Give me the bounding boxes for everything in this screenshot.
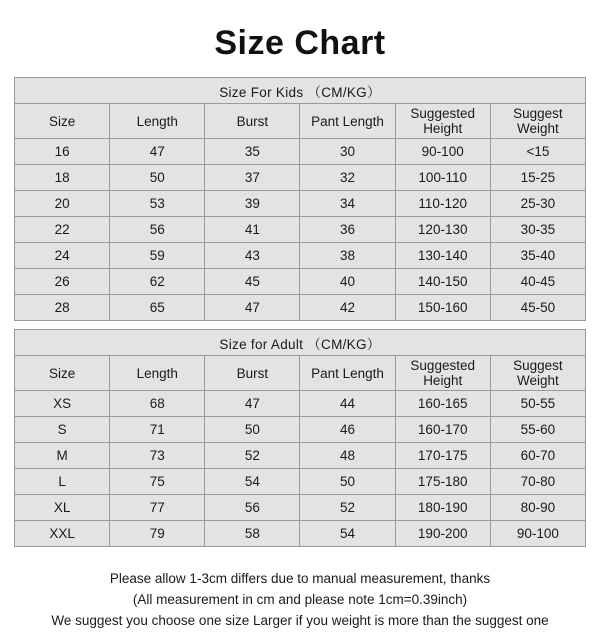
table-row [15,269,586,295]
cell-suggested-height: 120-130 [395,217,490,243]
cell-suggest-weight: 55-60 [490,417,585,443]
cell-length: 62 [110,269,205,295]
cell-length: 65 [110,295,205,321]
cell-pant-length: 34 [300,191,395,217]
cell-length: 47 [110,139,205,165]
cell-suggested-height: 160-170 [395,417,490,443]
cell-pant-length: 40 [300,269,395,295]
cell-pant-length: 42 [300,295,395,321]
cell-size: L [15,469,110,495]
kids-col-suggest-weight: Suggest Weight [490,104,585,139]
kids-section-header-row [15,78,586,104]
adult-col-length: Length [110,356,205,391]
cell-burst: 58 [205,521,300,547]
table-row [15,217,586,243]
cell-size: XXL [15,521,110,547]
kids-size-table [14,77,586,321]
cell-size: 22 [15,217,110,243]
cell-length: 59 [110,243,205,269]
adult-col-burst: Burst [205,356,300,391]
table-row [15,417,586,443]
cell-size: XS [15,391,110,417]
cell-suggest-weight: <15 [490,139,585,165]
kids-section-title: Size For Kids （CM/KG） [15,78,586,104]
table-row [15,243,586,269]
table-row [15,165,586,191]
cell-burst: 50 [205,417,300,443]
table-row [15,495,586,521]
adult-col-suggest-weight: Suggest Weight [490,356,585,391]
cell-suggest-weight: 40-45 [490,269,585,295]
cell-size: S [15,417,110,443]
cell-pant-length: 44 [300,391,395,417]
cell-size: 24 [15,243,110,269]
table-row [15,139,586,165]
cell-suggest-weight: 15-25 [490,165,585,191]
cell-length: 79 [110,521,205,547]
cell-pant-length: 54 [300,521,395,547]
cell-suggest-weight: 30-35 [490,217,585,243]
kids-column-header-row [15,104,586,139]
cell-length: 77 [110,495,205,521]
adult-column-header-row [15,356,586,391]
cell-burst: 52 [205,443,300,469]
cell-burst: 37 [205,165,300,191]
cell-suggest-weight: 25-30 [490,191,585,217]
kids-col-suggested-height: Suggested Height [395,104,490,139]
cell-burst: 41 [205,217,300,243]
cell-burst: 47 [205,295,300,321]
cell-suggested-height: 180-190 [395,495,490,521]
cell-suggested-height: 150-160 [395,295,490,321]
cell-size: 18 [15,165,110,191]
page-title: Size Chart [214,24,386,62]
cell-suggested-height: 190-200 [395,521,490,547]
kids-col-size: Size [15,104,110,139]
cell-pant-length: 32 [300,165,395,191]
cell-suggested-height: 90-100 [395,139,490,165]
table-row [15,191,586,217]
note-line-1: Please allow 1-3cm differs due to manual measurement, thanks [109,571,491,586]
cell-burst: 45 [205,269,300,295]
measurement-notes [14,569,586,632]
cell-burst: 35 [205,139,300,165]
table-row [15,443,586,469]
cell-suggest-weight: 80-90 [490,495,585,521]
cell-burst: 54 [205,469,300,495]
cell-size: 20 [15,191,110,217]
cell-size: 16 [15,139,110,165]
cell-size: XL [15,495,110,521]
kids-col-pant-length: Pant Length [300,104,395,139]
adult-section-header-row [15,330,586,356]
cell-length: 53 [110,191,205,217]
cell-suggested-height: 175-180 [395,469,490,495]
kids-col-burst: Burst [205,104,300,139]
table-row [15,295,586,321]
cell-suggested-height: 170-175 [395,443,490,469]
table-row [15,521,586,547]
cell-suggested-height: 140-150 [395,269,490,295]
cell-burst: 56 [205,495,300,521]
cell-pant-length: 48 [300,443,395,469]
cell-pant-length: 50 [300,469,395,495]
cell-suggest-weight: 90-100 [490,521,585,547]
cell-suggest-weight: 35-40 [490,243,585,269]
cell-length: 73 [110,443,205,469]
cell-burst: 43 [205,243,300,269]
cell-size: M [15,443,110,469]
adult-col-size: Size [15,356,110,391]
cell-length: 75 [110,469,205,495]
cell-pant-length: 46 [300,417,395,443]
table-row [15,469,586,495]
cell-pant-length: 36 [300,217,395,243]
adult-col-pant-length: Pant Length [300,356,395,391]
cell-burst: 47 [205,391,300,417]
cell-pant-length: 52 [300,495,395,521]
table-row [15,391,586,417]
cell-size: 26 [15,269,110,295]
cell-length: 50 [110,165,205,191]
cell-suggest-weight: 45-50 [490,295,585,321]
adult-col-suggested-height: Suggested Height [395,356,490,391]
adult-section-title: Size for Adult （CM/KG） [15,330,586,356]
cell-suggest-weight: 70-80 [490,469,585,495]
cell-pant-length: 30 [300,139,395,165]
note-line-2: (All measurement in cm and please note 1cm=0.39inch) [132,591,468,607]
cell-suggest-weight: 60-70 [490,443,585,469]
cell-length: 68 [110,391,205,417]
cell-suggested-height: 110-120 [395,191,490,217]
note-line-3: We suggest you choose one size Larger if you weight is more than the suggest one [51,612,549,628]
cell-length: 56 [110,217,205,243]
cell-pant-length: 38 [300,243,395,269]
cell-suggested-height: 160-165 [395,391,490,417]
cell-suggested-height: 100-110 [395,165,490,191]
cell-size: 28 [15,295,110,321]
adult-size-table [14,329,586,547]
cell-burst: 39 [205,191,300,217]
cell-suggest-weight: 50-55 [490,391,585,417]
cell-suggested-height: 130-140 [395,243,490,269]
kids-col-length: Length [110,104,205,139]
cell-length: 71 [110,417,205,443]
